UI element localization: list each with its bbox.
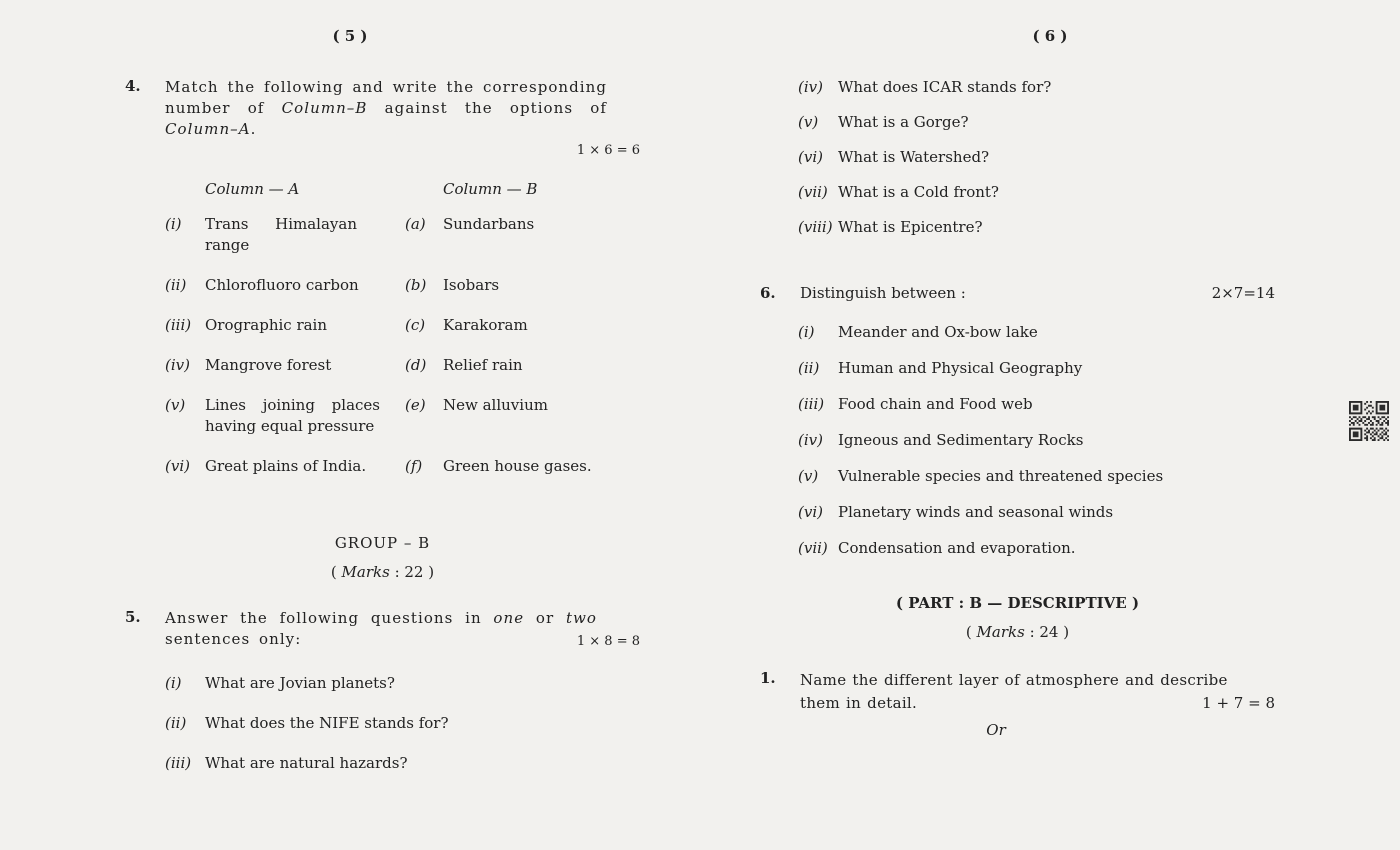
list-item [798, 182, 1275, 202]
question-6-marks: 2×7=14 [1211, 284, 1275, 302]
q4-text-italic: Column–B [281, 99, 368, 117]
part-b-heading: ( PART : B — DESCRIPTIVE ) [895, 594, 1140, 612]
match-row [165, 456, 640, 477]
match-table [165, 179, 640, 477]
item-text: Human and Physical Geography [838, 359, 1083, 377]
item-numeral: (ii) [798, 359, 820, 377]
match-col-a-text: Chlorofluoro carbon [205, 276, 359, 294]
question-4 [125, 77, 640, 140]
list-item [798, 358, 1275, 379]
match-row [165, 395, 640, 437]
match-row-letter: (a) [405, 215, 426, 233]
match-col-b-text: Isobars [443, 276, 500, 294]
question-6-number: 6. [760, 284, 776, 302]
question-5 [125, 608, 640, 650]
marks-run: ( [330, 563, 342, 581]
question-6-text: Distinguish between : [800, 284, 966, 302]
match-row [165, 214, 640, 256]
q4-text-italic: Column–A [165, 120, 251, 138]
list-item [798, 217, 1275, 237]
item-numeral: (vii) [798, 539, 828, 557]
list-item [798, 394, 1275, 415]
match-row [165, 355, 640, 376]
match-row [165, 275, 640, 296]
marks-run: ( [965, 623, 977, 641]
match-col-b-text: Sundarbans [443, 215, 535, 233]
item-numeral: (iv) [798, 431, 823, 449]
item-text: Food chain and Food web [838, 395, 1033, 413]
list-item [798, 147, 1275, 167]
match-row-letter: (f) [405, 457, 423, 475]
match-row-numeral: (iii) [165, 316, 192, 334]
item-numeral: (iii) [798, 395, 825, 413]
q5-text-italic: two [565, 609, 597, 627]
question-1-number: 1. [760, 669, 776, 687]
spacer [165, 179, 205, 200]
question-4-marks: 1 × 6 = 6 [576, 143, 640, 158]
match-col-b-text: New alluvium [443, 396, 548, 414]
question-5-number: 5. [125, 608, 141, 626]
match-col-b-text: Green house gases. [443, 457, 592, 475]
match-row-letter: (e) [405, 396, 426, 414]
item-numeral: (iv) [798, 78, 823, 96]
list-item [165, 673, 640, 694]
q5-text-run: sentences only: [165, 630, 302, 648]
question-6 [760, 284, 1275, 302]
item-text: What is Epicentre? [838, 218, 983, 236]
q5-text-run: or [524, 609, 566, 627]
match-col-b-text: Karakoram [443, 316, 528, 334]
item-numeral: (iii) [165, 754, 192, 772]
item-text: What is a Cold front? [838, 183, 999, 201]
match-table-header [165, 179, 640, 200]
item-numeral: (v) [798, 467, 819, 485]
item-numeral: (i) [165, 674, 182, 692]
question-4-text [165, 77, 607, 140]
match-row-letter: (b) [405, 276, 427, 294]
question-1-marks: 1 + 7 = 8 [1202, 694, 1275, 712]
question-5-continued-items [798, 77, 1275, 237]
question-5-items [165, 673, 640, 774]
item-text: Meander and Ox-bow lake [838, 323, 1038, 341]
item-numeral: (ii) [165, 714, 187, 732]
item-text: What is a Gorge? [838, 113, 969, 131]
group-b-title: GROUP – B [334, 534, 431, 552]
list-item [798, 466, 1275, 487]
spacer [405, 179, 443, 200]
question-1-descriptive [760, 669, 1275, 715]
marks-italic: Marks [341, 563, 390, 581]
q5-text-run: Answer the following questions in [165, 609, 494, 627]
match-row-numeral: (i) [165, 215, 182, 233]
item-text: What does the NIFE stands for? [205, 714, 449, 732]
column-b-header: Column — B [443, 180, 538, 198]
match-col-a-text: Mangrove forest [205, 356, 332, 374]
item-numeral: (viii) [798, 218, 833, 236]
q4-text-run: . [250, 120, 257, 138]
q4-text-run: against the options of [367, 99, 607, 117]
item-text: What does ICAR stands for? [838, 78, 1052, 96]
match-col-a-text: Great plains of India. [205, 457, 367, 475]
q4-text-run: Match the following and write the corresponding number of [165, 78, 607, 117]
q5-text-italic: one [493, 609, 525, 627]
list-item [798, 77, 1275, 97]
list-item [165, 753, 640, 774]
item-numeral: (vi) [798, 148, 823, 166]
question-5-marks: 1 × 8 = 8 [576, 634, 640, 649]
qr-code [1348, 401, 1390, 441]
match-col-a-text: Lines joining places having equal pressure [205, 396, 380, 435]
item-text: Condensation and evaporation. [838, 539, 1076, 557]
item-text: What are natural hazards? [205, 754, 408, 772]
list-item [798, 430, 1275, 451]
or-separator: Or [986, 721, 1006, 739]
item-numeral: (v) [798, 113, 819, 131]
item-numeral: (vi) [798, 503, 823, 521]
match-row [165, 315, 640, 336]
exam-page-6 [700, 0, 1400, 850]
page-number: ( 5 ) [332, 27, 368, 45]
page-number: ( 6 ) [1032, 27, 1068, 45]
question-4-number: 4. [125, 77, 141, 95]
list-item [165, 713, 640, 734]
question-5-text [165, 608, 597, 650]
match-col-a-text: Orographic rain [205, 316, 328, 334]
marks-italic: Marks [976, 623, 1025, 641]
match-row-letter: (c) [405, 316, 426, 334]
marks-run: : 24 ) [1024, 623, 1070, 641]
item-text: What are Jovian planets? [205, 674, 395, 692]
list-item [798, 538, 1275, 559]
list-item [798, 502, 1275, 523]
match-row-numeral: (ii) [165, 276, 187, 294]
item-text: Vulnerable species and threatened species [838, 467, 1164, 485]
item-numeral: (i) [798, 323, 815, 341]
group-b-marks [125, 563, 640, 581]
item-numeral: (vii) [798, 183, 828, 201]
question-6-items [798, 322, 1275, 559]
match-row-numeral: (iv) [165, 356, 190, 374]
match-row-numeral: (v) [165, 396, 186, 414]
item-text: Planetary winds and seasonal winds [838, 503, 1114, 521]
match-col-b-text: Relief rain [443, 356, 523, 374]
match-row-numeral: (vi) [165, 457, 190, 475]
match-row-letter: (d) [405, 356, 427, 374]
list-item [798, 322, 1275, 343]
match-col-a-text: Trans Himalayan range [205, 215, 357, 254]
item-text: What is Watershed? [838, 148, 990, 166]
question-1-text: Name the different layer of atmosphere and describe them in detail. [800, 671, 1228, 712]
item-text: Igneous and Sedimentary Rocks [838, 431, 1084, 449]
marks-run: : 22 ) [389, 563, 435, 581]
part-b-marks [760, 623, 1275, 641]
list-item [798, 112, 1275, 132]
column-a-header: Column — A [205, 180, 300, 198]
